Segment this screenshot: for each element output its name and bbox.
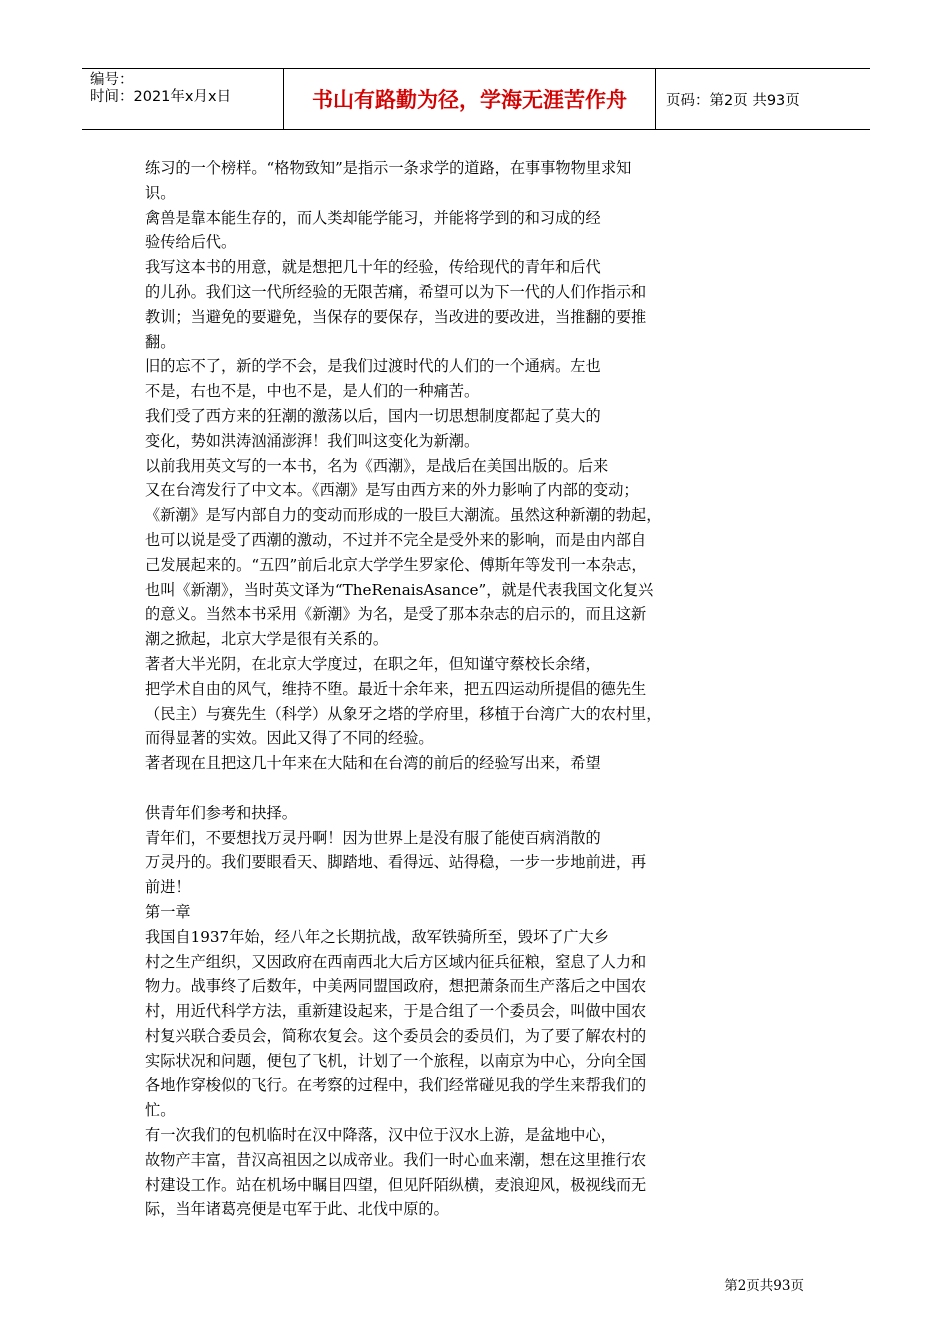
text-line: 著者大半光阴，在北京大学度过，在职之年，但知谨守蔡校长余绪，	[145, 654, 601, 673]
text-line: 练习的一个榜样。“格物致知”是指示一条求学的道路，在事事物物里求知	[145, 159, 632, 177]
text-line: 村建设工作。站在机场中瞩目四望，但见阡陌纵横，麦浪迎风，极视线而无	[145, 1175, 647, 1194]
document-body	[145, 156, 710, 1222]
doc-number-label: 编号：	[90, 72, 134, 88]
text-line: 以前我用英文写的一本书，名为《西潮》，是战后在美国出版的。后来	[145, 456, 609, 475]
text-line: 有一次我们的包机临时在汉中降落，汉中位于汉水上游，是盆地中心，	[145, 1126, 616, 1145]
text-line: 村，用近代科学方法，重新建设起来，于是合组了一个委员会，叫做中国农	[145, 1002, 647, 1021]
text-line: 旧的忘不了，新的学不会，是我们过渡时代的人们的一个通病。左也	[145, 357, 601, 376]
header-meta	[82, 69, 284, 129]
text-line: 著者现在且把这几十年来在大陆和在台湾的前后的经验写出来，希望	[145, 754, 601, 773]
text-line: 忙。	[145, 1101, 176, 1120]
text-line: 我写这本书的用意，就是想把几十年的经验，传给现代的青年和后代	[145, 258, 601, 277]
text-line: 故物产丰富，昔汉高祖因之以成帝业。我们一时心血来潮，想在这里推行农	[145, 1150, 647, 1169]
text-line: 验传给后代。	[145, 233, 237, 252]
text-line: 我国自1937年始，经八年之长期抗战，敌军铁骑所至，毁坏了广大乡	[145, 927, 609, 946]
text-line: 万灵丹的。我们要眼看天、脚踏地、看得远、站得稳，一步一步地前进，再	[145, 853, 647, 872]
text-line: 实际状况和问题，便包了飞机，计划了一个旅程，以南京为中心，分向全国	[145, 1051, 647, 1070]
text-line: 不是，右也不是，中也不是，是人们的一种痛苦。	[145, 382, 480, 401]
text-line: 青年们，不要想找万灵丹啊！因为世界上是没有服了能使百病消散的	[145, 828, 601, 847]
text-line: 翻。	[145, 332, 176, 351]
text-line: 又在台湾发行了中文本。《西潮》是写由西方来的外力影响了内部的变动；	[145, 481, 639, 500]
text-line: 也可以说是受了西潮的激动，不过并不完全是受外来的影响，而是由内部自	[145, 530, 647, 549]
text-line: 识。	[145, 183, 176, 202]
text-line: （民主）与赛先生（科学）从象牙之塔的学府里，移植于台湾广大的农村里，	[145, 704, 662, 723]
text-line: 各地作穿梭似的飞行。在考察的过程中，我们经常碰见我的学生来帮我们的	[145, 1076, 647, 1095]
text-line: 而得显著的实效。因此又得了不同的经验。	[145, 729, 434, 748]
text-line: 村之生产组织，又因政府在西南西北大后方区域内征兵征粮，窒息了人力和	[145, 952, 647, 971]
doc-time-label: 时间：2021年x月x日	[90, 89, 232, 105]
text-line: 第一章	[145, 902, 191, 921]
text-line: 潮之掀起，北京大学是很有关系的。	[145, 630, 388, 649]
text-line: 变化，势如洪涛汹涌澎湃！我们叫这变化为新潮。	[145, 431, 480, 450]
page-header	[82, 68, 870, 130]
header-motto: 书山有路勤为径，学海无涯苦作舟	[284, 69, 656, 129]
text-line: 己发展起来的。“五四”前后北京大学学生罗家伦、傅斯年等发刊一本杂志，	[145, 555, 647, 574]
text-line: 物力。战事终了后数年，中美两同盟国政府，想把萧条而生产落后之中国农	[145, 977, 647, 996]
text-line: 把学术自由的风气，维持不堕。最近十余年来，把五四运动所提倡的德先生	[145, 679, 647, 698]
header-page-label: 页码：第2页 共93页	[666, 92, 800, 109]
page-footer: 第2页共93页	[724, 1278, 804, 1294]
text-line: 前进！	[145, 878, 191, 897]
text-line: 我们受了西方来的狂潮的激荡以后，国内一切思想制度都起了莫大的	[145, 406, 601, 425]
text-line: 《新潮》是写内部自力的变动而形成的一股巨大潮流。虽然这种新潮的勃起，	[145, 506, 662, 525]
text-line: 村复兴联合委员会，简称农复会。这个委员会的委员们，为了要了解农村的	[145, 1026, 647, 1045]
text-line: 供青年们参考和抉择。	[145, 803, 297, 822]
text-line: 的儿孙。我们这一代所经验的无限苦痛，希望可以为下一代的人们作指示和	[145, 282, 647, 301]
text-line	[145, 776, 710, 801]
text-line: 也叫《新潮》，当时英文译为“TheRenaisAsance”，就是代表我国文化复兴	[145, 580, 654, 599]
text-line: 际，当年诸葛亮便是屯军于此、北伐中原的。	[145, 1200, 449, 1219]
text-line: 禽兽是靠本能生存的，而人类却能学能习，并能将学到的和习成的经	[145, 208, 601, 227]
text-line: 教训；当避免的要避免，当保存的要保存，当改进的要改进，当推翻的要推	[145, 307, 647, 326]
text-line: 的意义。当然本书采用《新潮》为名，是受了那本杂志的启示的，而且这新	[145, 605, 647, 624]
